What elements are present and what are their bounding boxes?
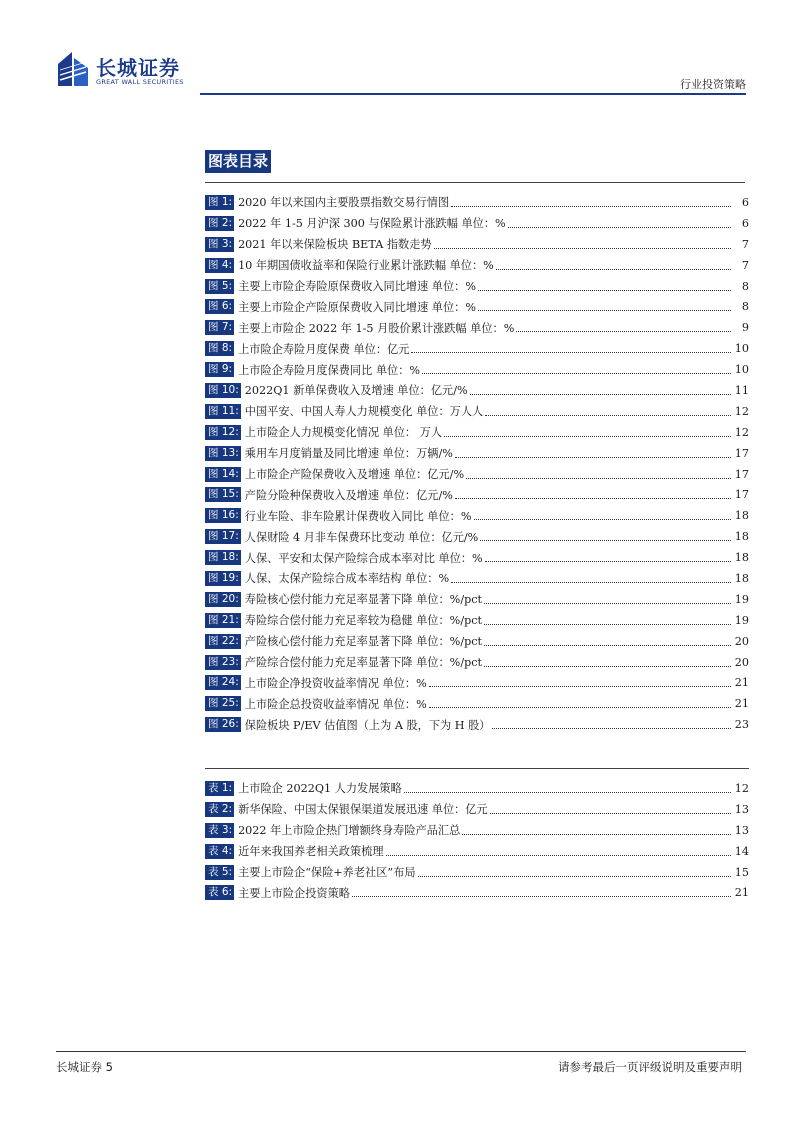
figure-number: 图 18: — [205, 550, 241, 565]
figure-title: 上市险企净投资收益率情况 单位：% — [244, 676, 427, 690]
figure-title: 上市险企总投资收益率情况 单位：% — [244, 697, 427, 711]
page-number: 21 — [734, 886, 749, 900]
dot-leader — [485, 415, 731, 416]
figure-entry[interactable] — [205, 610, 749, 631]
dot-leader — [478, 310, 731, 311]
table-title: 主要上市险企投资策略 — [238, 886, 350, 900]
dot-leader — [492, 728, 731, 729]
figure-number: 图 12: — [205, 425, 241, 440]
figure-number: 图 2: — [205, 216, 234, 231]
table-entry[interactable] — [205, 820, 749, 841]
dot-leader — [485, 561, 731, 562]
figure-entry[interactable] — [205, 526, 749, 547]
table-number: 表 4: — [205, 844, 234, 859]
figure-title: 寿险核心偿付能力充足率显著下降 单位：%/pct — [244, 593, 483, 607]
figure-entry[interactable] — [205, 631, 749, 652]
page-number: 12 — [734, 404, 749, 418]
figure-number: 图 20: — [205, 592, 241, 607]
dot-leader — [404, 792, 731, 793]
figure-number: 图 26: — [205, 717, 241, 732]
figure-entry[interactable] — [205, 234, 749, 255]
footer-page-label: 长城证券 5 — [56, 1060, 113, 1074]
figure-number: 图 13: — [205, 446, 241, 461]
page-number: 18 — [734, 530, 749, 544]
figure-number: 图 3: — [205, 237, 234, 252]
figure-entry[interactable] — [205, 213, 749, 234]
figure-title: 人保财险 4 月非车保费环比变动 单位：亿元/% — [244, 530, 479, 544]
figure-number: 图 9: — [205, 362, 234, 377]
great-wall-logo-icon — [56, 50, 90, 88]
figure-entry[interactable] — [205, 484, 749, 505]
dot-leader — [462, 834, 731, 835]
header-divider — [200, 93, 746, 95]
figure-number: 图 25: — [205, 696, 241, 711]
page-number: 15 — [734, 865, 749, 879]
footer-disclaimer: 请参考最后一页评级说明及重要声明 — [558, 1060, 742, 1074]
dot-leader — [422, 373, 731, 374]
figure-title: 2021 年以来保险板块 BETA 指数走势 — [238, 238, 432, 252]
dot-leader — [484, 603, 731, 604]
table-title: 上市险企 2022Q1 人力发展策略 — [238, 782, 402, 796]
figure-entry[interactable] — [205, 714, 749, 735]
dot-leader — [411, 352, 731, 353]
dot-leader — [451, 582, 731, 583]
dot-leader — [429, 686, 731, 687]
figure-entry[interactable] — [205, 589, 749, 610]
page-number: 14 — [734, 844, 749, 858]
page-number: 18 — [734, 571, 749, 585]
dot-leader — [484, 624, 731, 625]
dot-leader — [496, 269, 731, 270]
table-entry[interactable] — [205, 841, 749, 862]
dot-leader — [478, 290, 731, 291]
page-number: 17 — [734, 488, 749, 502]
figure-entry[interactable] — [205, 693, 749, 714]
figure-entry[interactable] — [205, 359, 749, 380]
figure-entry[interactable] — [205, 547, 749, 568]
figure-number: 图 14: — [205, 467, 241, 482]
figure-entry[interactable] — [205, 443, 749, 464]
table-number: 表 3: — [205, 823, 234, 838]
figure-number: 图 8: — [205, 341, 234, 356]
page-number: 21 — [734, 676, 749, 690]
figure-title: 行业车险、非车险累计保费收入同比 单位：% — [244, 509, 472, 523]
page-number: 21 — [734, 697, 749, 711]
figure-entry[interactable] — [205, 422, 749, 443]
page-number: 19 — [734, 592, 749, 606]
dot-leader — [386, 855, 731, 856]
figure-entry[interactable] — [205, 505, 749, 526]
figure-entry[interactable] — [205, 192, 749, 213]
page-number: 9 — [741, 321, 749, 335]
figure-title: 寿险综合偿付能力充足率较为稳健 单位：%/pct — [244, 614, 483, 628]
page-number: 12 — [734, 425, 749, 439]
dot-leader — [474, 519, 731, 520]
page-number: 13 — [734, 823, 749, 837]
table-section-divider — [205, 768, 749, 769]
report-category: 行业投资策略 — [680, 78, 746, 91]
table-entry[interactable] — [205, 778, 749, 799]
figure-entry[interactable] — [205, 317, 749, 338]
figure-title: 保险板块 P/EV 估值图（上为 A 股，下为 H 股） — [244, 718, 491, 732]
page-number: 7 — [741, 237, 749, 251]
page-number: 10 — [734, 342, 749, 356]
page-number: 12 — [734, 781, 749, 795]
footer-divider — [56, 1051, 746, 1052]
figure-title: 2022 年 1-5 月沪深 300 与保险累计涨跌幅 单位：% — [238, 217, 506, 231]
dot-leader — [429, 707, 731, 708]
page-number: 6 — [741, 195, 749, 209]
figure-number: 图 6: — [205, 299, 234, 314]
figure-entry[interactable] — [205, 296, 749, 317]
figure-number: 图 1: — [205, 195, 234, 210]
dot-leader — [484, 645, 731, 646]
brand-name-en: GREAT WALL SECURITIES — [96, 78, 184, 86]
figure-title: 产险分险种保费收入及增速 单位：亿元/% — [244, 488, 453, 502]
figure-title: 2020 年以来国内主要股票指数交易行情图 — [238, 196, 450, 210]
table-number: 表 1: — [205, 781, 234, 796]
dot-leader — [508, 227, 731, 228]
figure-entry[interactable] — [205, 380, 749, 401]
table-title: 2022 年上市险企热门增额终身寿险产品汇总 — [238, 824, 461, 838]
figure-number: 图 23: — [205, 655, 241, 670]
page-number: 20 — [734, 634, 749, 648]
table-number: 表 2: — [205, 802, 234, 817]
figure-number: 图 19: — [205, 571, 241, 586]
page-number: 13 — [734, 802, 749, 816]
table-entry[interactable] — [205, 799, 749, 820]
figure-number: 图 22: — [205, 634, 241, 649]
table-title: 新华保险、中国太保银保渠道发展迅速 单位：亿元 — [238, 803, 488, 817]
figure-list — [205, 192, 749, 735]
figure-entry[interactable] — [205, 338, 749, 359]
figure-title: 人保、平安和太保产险综合成本率对比 单位：% — [244, 551, 483, 565]
dot-leader — [516, 331, 731, 332]
figure-number: 图 21: — [205, 613, 241, 628]
dot-leader — [490, 813, 731, 814]
dot-leader — [451, 206, 731, 207]
figure-title: 主要上市险企寿险原保费收入同比增速 单位：% — [238, 280, 477, 293]
figure-title: 主要上市险企 2022 年 1-5 月股价累计涨跌幅 单位：% — [238, 321, 515, 335]
page-number: 23 — [734, 718, 749, 732]
page-number: 10 — [734, 363, 749, 377]
dot-leader — [470, 394, 731, 395]
table-number: 表 6: — [205, 885, 234, 900]
figure-number: 图 5: — [205, 279, 234, 294]
dot-leader — [455, 457, 731, 458]
figure-entry[interactable] — [205, 568, 749, 589]
company-logo — [56, 50, 196, 90]
figure-number: 图 10: — [205, 383, 241, 398]
brand-name-cn: 长城证券 — [96, 56, 180, 80]
dot-leader — [466, 478, 731, 479]
table-number: 表 5: — [205, 865, 234, 880]
page-number: 11 — [734, 383, 749, 397]
dot-leader — [480, 540, 731, 541]
figure-number: 图 11: — [205, 404, 241, 419]
figure-title: 乘用车月度销量及同比增速 单位：万辆/% — [244, 447, 453, 461]
table-entry[interactable] — [205, 882, 749, 903]
page-number: 18 — [734, 509, 749, 523]
figure-title: 产险核心偿付能力充足率显著下降 单位：%/pct — [244, 635, 483, 649]
dot-leader — [418, 876, 731, 877]
page-number: 20 — [734, 655, 749, 669]
page-number: 8 — [741, 279, 749, 293]
figure-number: 图 7: — [205, 320, 234, 335]
figure-entry[interactable] — [205, 464, 749, 485]
figure-title: 10 年期国债收益率和保险行业累计涨跌幅 单位：% — [238, 259, 494, 273]
figure-entry[interactable] — [205, 276, 749, 297]
figure-number: 图 4: — [205, 258, 234, 273]
table-title: 近年来我国养老相关政策梳理 — [238, 845, 384, 859]
page-number: 17 — [734, 467, 749, 481]
page-number: 19 — [734, 613, 749, 627]
table-title: 主要上市险企“保险+养老社区”布局 — [238, 866, 416, 879]
page-number: 17 — [734, 446, 749, 460]
figure-title: 主要上市险企产险原保费收入同比增速 单位：% — [238, 300, 477, 314]
dot-leader — [444, 436, 731, 437]
page-number: 18 — [734, 551, 749, 565]
figure-entry[interactable] — [205, 652, 749, 673]
page-header — [0, 0, 802, 100]
figure-entry[interactable] — [205, 255, 749, 276]
dot-leader — [434, 248, 731, 249]
figure-title: 中国平安、中国人寿人力规模变化 单位：万人人 — [244, 405, 484, 419]
figure-number: 图 17: — [205, 529, 241, 544]
table-entry[interactable] — [205, 862, 749, 883]
toc-title-divider — [205, 182, 745, 183]
figure-title: 产险综合偿付能力充足率显著下降 单位：%/pct — [244, 656, 483, 670]
figure-title: 上市险企寿险月度保费同比 单位：% — [238, 363, 421, 377]
figure-title: 上市险企产险保费收入及增速 单位：亿元/% — [244, 468, 465, 482]
dot-leader — [352, 896, 731, 897]
figure-entry[interactable] — [205, 401, 749, 422]
table-list — [205, 778, 749, 903]
page-number: 8 — [741, 300, 749, 314]
figure-title: 2022Q1 新单保费收入及增速 单位：亿元/% — [244, 384, 468, 398]
figure-title: 人保、太保产险综合成本率结构 单位：% — [244, 572, 450, 586]
figure-title: 上市险企寿险月度保费 单位：亿元 — [238, 342, 410, 356]
dot-leader — [455, 498, 731, 499]
figure-number: 图 16: — [205, 508, 241, 523]
page-number: 6 — [741, 216, 749, 230]
toc-title: 图表目录 — [205, 150, 271, 173]
figure-title: 上市险企人力规模变化情况 单位： 万人 — [244, 426, 443, 440]
page-number: 7 — [741, 258, 749, 272]
figure-number: 图 24: — [205, 675, 241, 690]
figure-number: 图 15: — [205, 487, 241, 502]
figure-entry[interactable] — [205, 672, 749, 693]
dot-leader — [484, 666, 731, 667]
